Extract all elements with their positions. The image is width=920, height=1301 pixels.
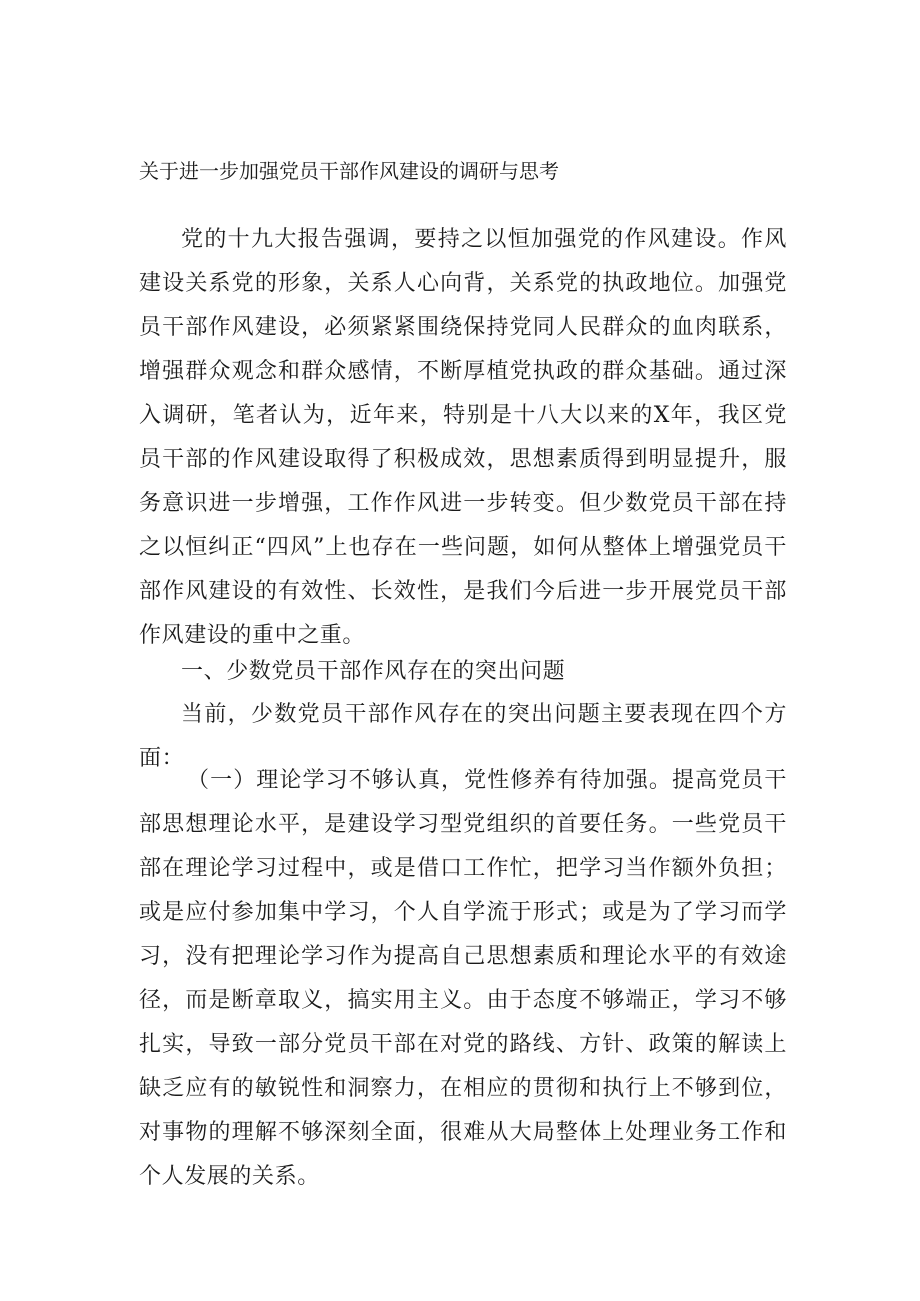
intro-paragraph: 党的十九大报告强调，要持之以恒加强党的作风建设。作风建设关系党的形象，关系人心向背，关系党的执政地位。加强党员干部作风建设，必须紧紧围绕保持党同人民群众的血肉联系，增强群众观念和群众感情，不断厚植党执政的群众基础。通过深入调研，笔者认为，近年来，特别是十八大以来的X年，我区党员干部的作风建设取得了积极成效，思想素质得到明显提升，服务意识进一步增强，工作作风进一步转变。但少数党员干部在持之以恒纠正“四风”上也存在一些问题，如何从整体上增强党员干部作风建设的有效性、长效性，是我们今后进一步开展党员干部作风建设的重中之重。 [139,227,787,648]
document-title: 关于进一步加强党员干部作风建设的调研与思考 [139,159,559,183]
section-lead-paragraph: 当前，少数党员干部作风存在的突出问题主要表现在四个方面： [139,702,787,771]
section-heading: 一、少数党员干部作风存在的突出问题 [181,659,566,684]
subsection-paragraph: （一）理论学习不够认真，党性修养有待加强。提高党员干部思想理论水平，是建设学习型党组织的首要任务。一些党员干部在理论学习过程中，或是借口工作忙，把学习当作额外负担；或是应付参加集中学习，个人自学流于形式；或是为了学习而学习，没有把理论学习作为提高自己思想素质和理论水平的有效途径，而是断章取义，搞实用主义。由于态度不够端正，学习不够扎实，导致一部分党员干部在对党的路线、方针、政策的解读上缺乏应有的敏锐性和洞察力，在相应的贯彻和执行上不够到位，对事物的理解不够深刻全面，很难从大局整体上处理业务工作和个人发展的关系。 [139,768,787,1189]
